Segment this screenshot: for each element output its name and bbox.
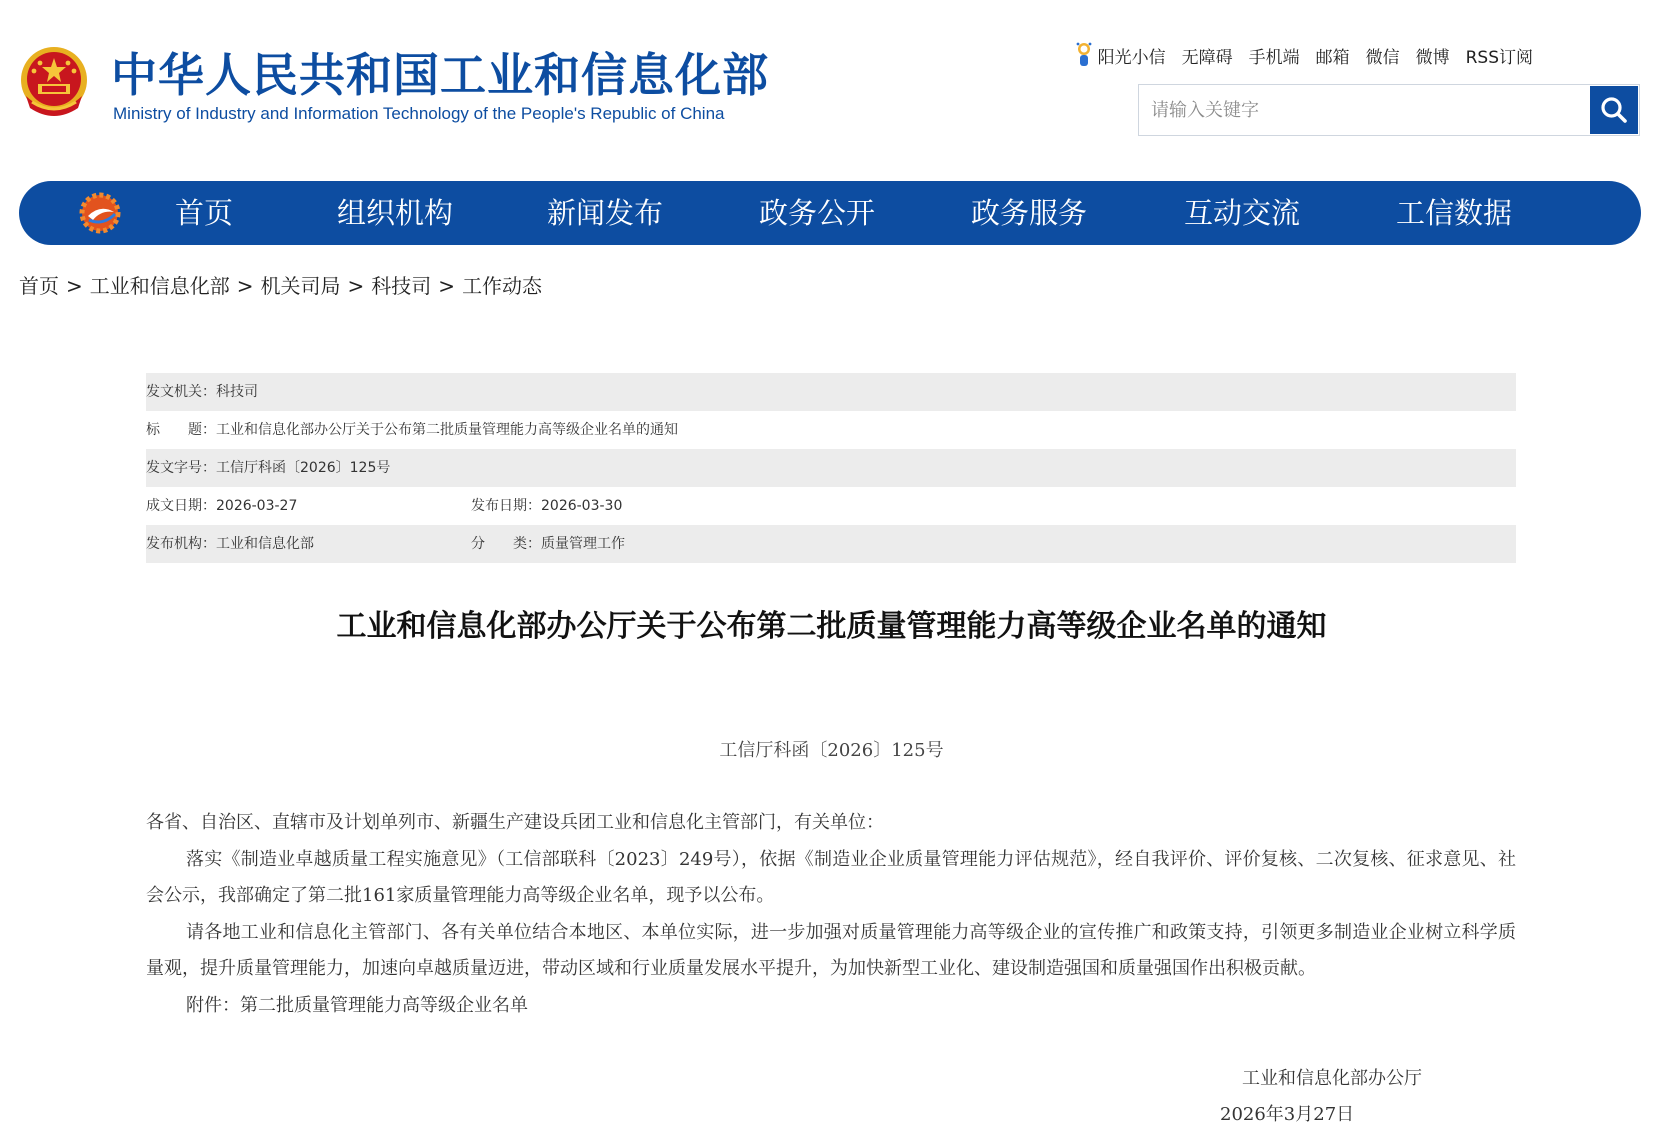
breadcrumb-miit[interactable]: 工业和信息化部 xyxy=(89,274,230,298)
meta-row-docno xyxy=(146,449,1516,487)
signature-organization: 工业和信息化部办公厅 xyxy=(1242,1068,1422,1089)
agency-value: 工业和信息化部 xyxy=(216,536,314,552)
meta-row-title xyxy=(146,411,1516,449)
docno-value: 工信厅科函〔2026〕125号 xyxy=(216,460,391,476)
nav-data[interactable]: 工信数据 xyxy=(1395,196,1513,230)
weibo-link[interactable]: 微博 xyxy=(1415,47,1450,68)
signature-date: 2026年3月27日 xyxy=(1220,1104,1355,1125)
nav-home[interactable]: 首页 xyxy=(174,196,234,230)
title-value: 工业和信息化部办公厅关于公布第二批质量管理能力高等级企业名单的通知 xyxy=(216,422,678,438)
published-date-label: 发布日期： xyxy=(471,498,541,514)
breadcrumb-separator: > xyxy=(66,274,83,298)
issuer-label: 发文机关： xyxy=(146,384,216,400)
breadcrumb-separator: > xyxy=(347,274,365,298)
search-input[interactable] xyxy=(1139,85,1587,135)
sunshine-xiaoxin-link[interactable] xyxy=(1074,40,1166,70)
body-paragraph: 请各地工业和信息化主管部门、各有关单位结合本地区、本单位实际，进一步加强对质量管理能力高等级企业的宣传推广和政策支持，引领更多制造业企业树立科学质量观，提升质量管理能力，加速向卓越质量迈进，带动区域和行业质量发展水平提升，为加快新型工业化、建设制造强国和质量强国作出积极贡献。 xyxy=(146,921,1516,979)
site-title: 中华人民共和国工业和信息化部 xyxy=(111,48,769,102)
nav-news[interactable]: 新闻发布 xyxy=(546,196,664,230)
search-button[interactable] xyxy=(1590,86,1638,134)
salutation-paragraph: 各省、自治区、直辖市及计划单列市、新疆生产建设兵团工业和信息化主管部门，有关单位： xyxy=(146,812,884,833)
mail-link[interactable]: 邮箱 xyxy=(1315,47,1350,68)
article-doc-number: 工信厅科函〔2026〕125号 xyxy=(719,740,944,761)
breadcrumb-separator: > xyxy=(438,274,456,298)
docno-label: 发文字号： xyxy=(146,460,216,476)
breadcrumb xyxy=(19,270,542,299)
body-paragraph: 落实《制造业卓越质量工程实施意见》（工信部联科〔2023〕249号），依据《制造业企业质量管理能力评估规范》，经自我评价、评价复核、二次复核、征求意见、社会公示，我部确定了第二批161家质量管理能力高等级企业名单，现予以公布。 xyxy=(146,848,1516,906)
nav-organization[interactable]: 组织机构 xyxy=(336,196,454,230)
article-title: 工业和信息化部办公厅关于公布第二批质量管理能力高等级企业名单的通知 xyxy=(336,609,1327,644)
attachment-paragraph: 附件：第二批质量管理能力高等级企业名单 xyxy=(186,994,528,1016)
nav-government-affairs[interactable]: 政务公开 xyxy=(758,196,876,230)
nav-interaction[interactable]: 互动交流 xyxy=(1183,196,1301,230)
search-box xyxy=(1138,84,1640,136)
article-body xyxy=(146,805,1516,1024)
main-nav xyxy=(19,181,1641,245)
accessibility-link[interactable]: 无障碍 xyxy=(1181,47,1233,68)
nav-government-services[interactable]: 政务服务 xyxy=(970,196,1088,230)
meta-row-dates xyxy=(146,487,1516,525)
miit-logo-icon xyxy=(79,192,121,234)
meta-row-agency xyxy=(146,525,1516,563)
breadcrumb-science-tech[interactable]: 科技司 xyxy=(371,274,432,298)
category-label: 分 类： xyxy=(471,536,541,552)
national-emblem-icon xyxy=(18,46,90,120)
sunshine-xiaoxin-label: 阳光小信 xyxy=(1097,47,1166,68)
wechat-link[interactable]: 微信 xyxy=(1365,47,1400,68)
breadcrumb-home[interactable]: 首页 xyxy=(19,274,59,298)
mascot-icon xyxy=(1074,40,1094,70)
published-date-value: 2026-03-30 xyxy=(541,498,623,514)
category-value: 质量管理工作 xyxy=(541,536,625,552)
issuer-value: 科技司 xyxy=(216,384,258,400)
agency-label: 发布机构： xyxy=(146,536,216,552)
mobile-link[interactable]: 手机端 xyxy=(1248,47,1300,68)
search-icon xyxy=(1599,95,1629,125)
title-label: 标 题： xyxy=(146,422,216,438)
written-date-label: 成文日期： xyxy=(146,498,216,514)
rss-link[interactable]: RSS订阅 xyxy=(1465,47,1533,68)
site-title-english: Ministry of Industry and Information Technology of the People's Republic of China xyxy=(113,104,725,123)
top-links xyxy=(1074,40,1533,70)
document-meta-table xyxy=(146,373,1516,563)
meta-row-issuer xyxy=(146,373,1516,411)
breadcrumb-departments[interactable]: 机关司局 xyxy=(260,274,341,298)
breadcrumb-separator: > xyxy=(236,274,254,298)
written-date-value: 2026-03-27 xyxy=(216,498,298,514)
breadcrumb-work-updates[interactable]: 工作动态 xyxy=(462,274,543,298)
